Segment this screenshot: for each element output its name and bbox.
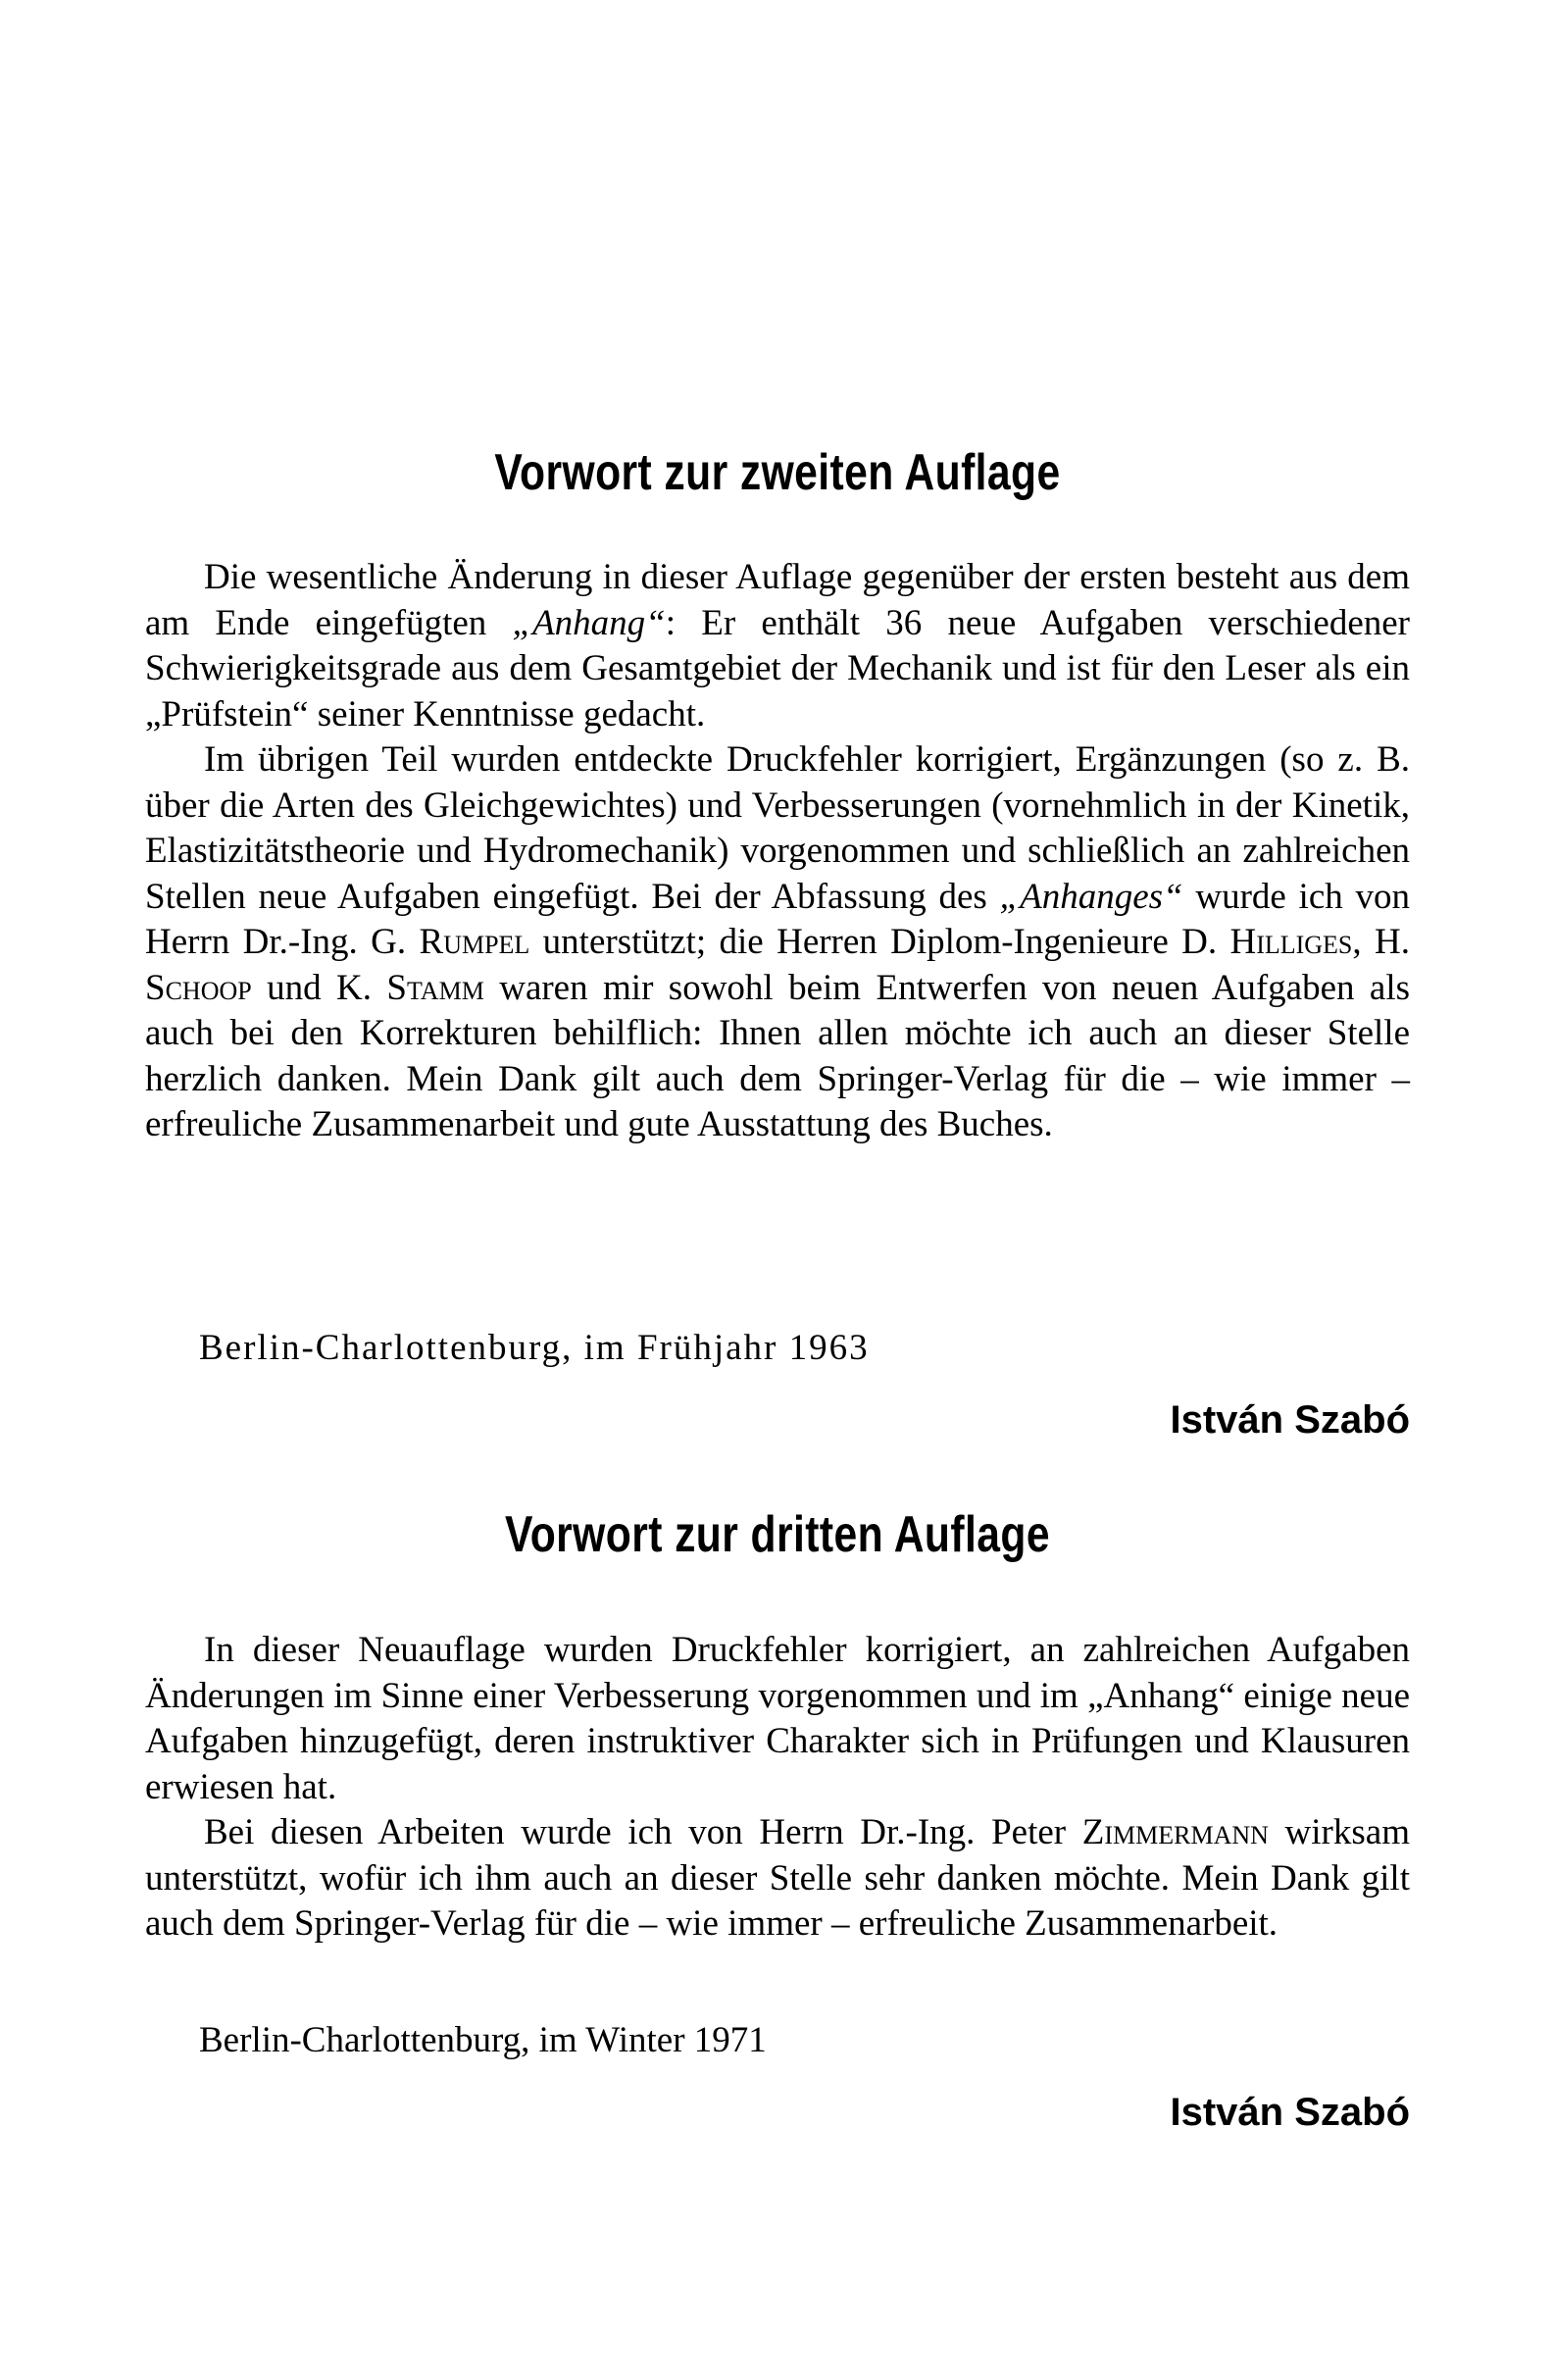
- section2-body: [145, 1628, 1410, 1948]
- section2-signature: István Szabó: [1170, 2091, 1410, 2134]
- section2-place-date: Berlin-Charlottenburg, im Winter 1971: [199, 2020, 767, 2060]
- section1-p2-name-stamm: Stamm: [386, 967, 484, 1008]
- section1-title: Vorwort zur zweiten Auflage: [494, 444, 1061, 501]
- section1-p2-text-f: waren mir sowohl beim Entwerfen von neuen Aufgaben als auch bei den Korrekturen behilflich: Ihnen allen möchte ich auch an dieser Stelle herzlich danken. Mein Dank gilt auch dem Springer-Verlag für die – wie immer – erfreuliche Zusammenarbeit und gute Ausstattung des Buches.: [145, 967, 1410, 1144]
- section2-p2-name-zimmermann: Zimmermann: [1081, 1812, 1269, 1852]
- section1-p2-text-a: Im übrigen Teil wurden entdeckte Druckfehler korrigiert, Ergänzungen (so z. B. über die Arten des Gleichgewichtes) und Verbesserungen (vornehmlich in der Kinetik, Elastizitätstheorie und Hydromechanik) vorgenommen und schließlich an zahlreichen Stellen neue Aufgaben eingefügt. Bei der Abfassung des: [145, 739, 1410, 917]
- section1-p2-text-c: unterstützt; die Herren Diplom-Ingenieure D.: [529, 922, 1230, 962]
- section1-p2-text-d: , H.: [1352, 922, 1410, 962]
- section1-p1-anhang: „Anhang“: [512, 602, 666, 643]
- section1-p2-name-hilliges: Hilliges: [1229, 922, 1353, 962]
- section1-signature: István Szabó: [1170, 1398, 1410, 1442]
- section1-p1-text-b: : Er enthält 36 neue Aufgaben verschiedener Schwierigkeitsgrade aus dem Gesamtgebiet der Mechanik und ist für den Leser als ein „Prüfstein“ seiner Kenntnisse gedacht.: [145, 602, 1411, 734]
- section1-p1-text-a: Die wesentliche Änderung in dieser Auflage gegenüber der ersten besteht aus dem am Ende eingefügten: [145, 557, 1410, 643]
- section2-paragraph-1: In dieser Neuauflage wurden Druckfehler korrigiert, an zahlreichen Aufgaben Änderungen im Sinne einer Verbesserung vorgenommen und im „Anhang“ einige neue Aufgaben hinzugefügt, deren instruktiver Charakter sich in Prüfungen und Klausuren erwiesen hat.: [145, 1630, 1410, 1807]
- section1-p2-anhanges: „Anhanges“: [999, 876, 1183, 917]
- section2-paragraph-2: [145, 1810, 1410, 1948]
- section1-paragraph-1: [145, 555, 1410, 737]
- section1-p2-name-rumpel: Rumpel: [419, 922, 530, 962]
- section1-p2-text-e: und K.: [251, 967, 387, 1008]
- section2-title: Vorwort zur dritten Auflage: [505, 1506, 1050, 1563]
- section2-p2-text-a: Bei diesen Arbeiten wurde ich von Herrn Dr.-Ing. Peter: [204, 1812, 1082, 1852]
- section1-body: [145, 555, 1410, 1148]
- section2-p2-text-b: wirksam unterstützt, wofür ich ihm auch an dieser Stelle sehr danken möchte. Mein Dank gilt auch dem Springer-Verlag für die – wie immer – erfreuliche Zusammenarbeit.: [145, 1812, 1410, 1944]
- section1-place-date: Berlin-Charlottenburg, im Frühjahr 1963: [199, 1328, 870, 1368]
- section1-p2-text-b: wurde ich von Herrn Dr.-Ing. G.: [145, 876, 1410, 962]
- section1-p2-name-schoop: Schoop: [145, 967, 252, 1008]
- section1-paragraph-2: [145, 737, 1410, 1148]
